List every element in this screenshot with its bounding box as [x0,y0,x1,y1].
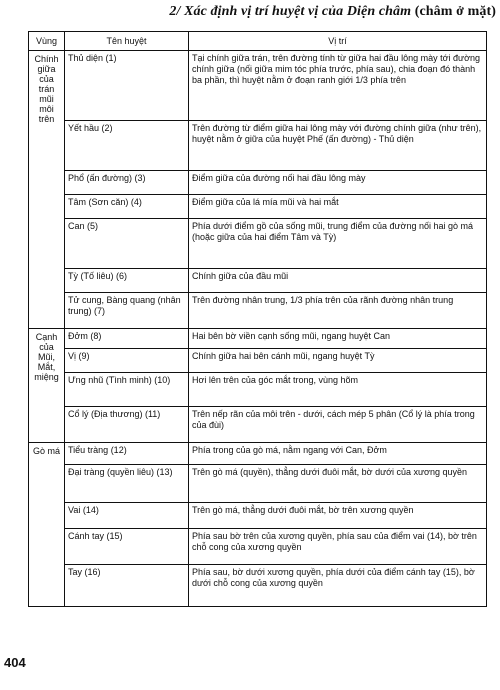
point-name-cell: Vai (14) [65,503,189,529]
point-name-cell: Yết hầu (2) [65,121,189,171]
location-cell: Tại chính giữa trán, trên đường tính từ giữa hai đầu lông mày tới đường chính giữa (nối giữa mim tóc phía trước, phía sau), chia đoạn đó thành ba phần, thì huyệt nằm ở đoạn ranh giới 1/3 phía trên [189,51,487,121]
section-title [20,4,496,20]
point-name-cell: Vị (9) [65,349,189,373]
point-name-cell: Tâm (Sơn căn) (4) [65,195,189,219]
location-cell: Trên đường từ điểm giữa hai lông mày với đường chính giữa (như trên), huyệt nằm ở giữa của huyệt Phế (ấn đường) - Thủ diện [189,121,487,171]
location-cell: Hơi lên trên của góc mắt trong, vùng hõm [189,373,487,407]
point-name-cell: Tỳ (Tố liêu) (6) [65,269,189,293]
point-name-cell: Đởm (8) [65,329,189,349]
table-row [29,329,487,349]
location-cell: Phía sau bờ trên của xương quyền, phía sau của điểm vai (14), bờ trên chỗ cong của xương quyền [189,529,487,565]
section-title-note: (châm ở mặt) [411,4,496,19]
table-row [29,195,487,219]
acupoint-table [28,31,487,607]
point-name-cell: Thủ diện (1) [65,51,189,121]
location-cell: Điểm giữa của đường nối hai đầu lông mày [189,171,487,195]
table-row [29,565,487,607]
point-name-cell: Ưng nhũ (Tình minh) (10) [65,373,189,407]
point-name-cell: Tiểu tràng (12) [65,443,189,465]
location-cell: Phía sau, bờ dưới xương quyền, phía dưới của điểm cánh tay (15), bờ dưới chỗ cong của xương quyền [189,565,487,607]
table-row [29,219,487,269]
location-cell: Phía dưới điểm gồ của sống mũi, trung điểm của đường nối hai gò má (hoặc giữa của hai điểm Tâm và Tỳ) [189,219,487,269]
location-cell: Phía trong của gò má, nằm ngang với Can, Đởm [189,443,487,465]
table-row [29,443,487,465]
header-point-name: Tên huyệt [65,32,189,51]
location-cell: Hai bên bờ viền cạnh sống mũi, ngang huyệt Can [189,329,487,349]
location-cell: Chính giữa của đầu mũi [189,269,487,293]
region-cell: Chính giữa của trán mũi môi trên [29,51,65,329]
table-row [29,121,487,171]
table-row [29,51,487,121]
point-name-cell: Phổ (ấn đường) (3) [65,171,189,195]
point-name-cell: Tử cung, Bàng quang (nhân trung) (7) [65,293,189,329]
table-row [29,349,487,373]
point-name-cell: Can (5) [65,219,189,269]
page-number: 404 [4,655,26,670]
table-row [29,465,487,503]
header-region: Vùng [29,32,65,51]
section-title-main: 2/ Xác định vị trí huyệt vị của Diện châm [169,4,412,19]
point-name-cell: Cổ lý (Địa thương) (11) [65,407,189,443]
point-name-cell: Đại tràng (quyền liêu) (13) [65,465,189,503]
location-cell: Điểm giữa của lá mía mũi và hai mắt [189,195,487,219]
point-name-cell: Cánh tay (15) [65,529,189,565]
region-cell: Gò má [29,443,65,607]
region-cell: Cạnh của Mũi, Mắt, miệng [29,329,65,443]
location-cell: Trên đường nhân trung, 1/3 phía trên của rãnh đường nhân trung [189,293,487,329]
header-location: Vị trí [189,32,487,51]
table-row [29,407,487,443]
table-row [29,171,487,195]
table-row [29,373,487,407]
point-name-cell: Tay (16) [65,565,189,607]
table-row [29,529,487,565]
table-row [29,293,487,329]
location-cell: Trên gò má, thẳng dưới đuôi mắt, bờ trên xương quyền [189,503,487,529]
table-header-row [29,32,487,51]
location-cell: Trên gò má (quyền), thẳng dưới đuôi mắt, bờ dưới của xương quyền [189,465,487,503]
table-row [29,503,487,529]
location-cell: Trên nếp rãn của môi trên - dưới, cách mép 5 phân (Cổ lý là phía trong của đùi) [189,407,487,443]
location-cell: Chính giữa hai bên cánh mũi, ngang huyệt Tỳ [189,349,487,373]
table-row [29,269,487,293]
table-body [29,51,487,607]
